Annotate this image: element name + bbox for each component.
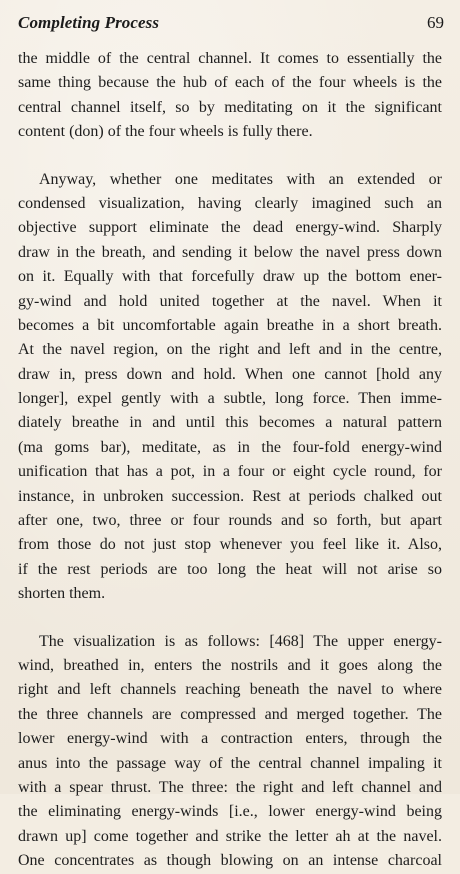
running-title: Completing Process: [18, 13, 160, 32]
text-line: One concentrates as though blowing on an intense charcoal: [18, 852, 442, 870]
body-text: [18, 47, 442, 874]
text-line: the middle of the central channel. It comes to essentially the: [18, 50, 442, 67]
text-line: right and left channels reaching beneath the navel to where: [18, 681, 442, 699]
text-line: same thing because the hub of each of the four wheels is the: [18, 74, 442, 92]
text-line: with a spear thrust. The three: the right and left channel and: [18, 778, 442, 796]
text-line: diately breathe in and until this becomes a natural pattern: [18, 414, 442, 432]
text-line: anus into the passage way of the central channel impaling it: [18, 754, 442, 772]
text-line: draw in, press down and hold. When one cannot [hold any: [18, 365, 442, 383]
paragraph: [18, 630, 442, 874]
text-line: drawn up] come together and strike the letter ah at the navel.: [18, 827, 442, 845]
text-line: if the rest periods are too long the heat will not arise so: [18, 560, 442, 578]
running-head: [18, 13, 444, 39]
paragraph: [18, 168, 442, 607]
text-line: becomes a bit uncomfortable again breathe in a short breath.: [18, 316, 442, 334]
text-line: after one, two, three or four rounds and so forth, but apart: [18, 512, 442, 530]
text-line: from those do not just stop whenever you feel like it. Also,: [18, 536, 442, 554]
text-line: content (don) of the four wheels is fully there.: [18, 123, 313, 141]
text-line: At the navel region, on the right and left and in the centre,: [18, 341, 442, 359]
text-line: wind, breathed in, enters the nostrils and it goes along the: [18, 656, 442, 674]
text-line: (ma goms bar), meditate, as in the four-fold energy-wind: [18, 438, 442, 456]
text-line: unification that has a pot, in a four or eight cycle round, for: [18, 463, 442, 481]
text-line: The visualization is as follows: [468] The upper energy-: [39, 632, 442, 650]
text-line: central channel itself, so by meditating on it the significant: [18, 98, 442, 116]
paragraph: [18, 47, 442, 145]
text-line: the three channels are compressed and merged together. The: [18, 705, 442, 723]
text-line: longer], expel gently with a subtle, long force. Then imme-: [18, 390, 442, 408]
text-line: draw in the breath, and sending it below the navel press down: [18, 243, 442, 261]
text-line: condensed visualization, having clearly imagined such an: [18, 194, 442, 212]
text-line: gy-wind and hold united together at the navel. When it: [18, 292, 442, 310]
text-line: instance, in unbroken succession. Rest at periods chalked out: [18, 487, 442, 505]
text-line: shorten them.: [18, 585, 106, 603]
text-line: lower energy-wind with a contraction enters, through the: [18, 730, 442, 748]
text-line: on it. Equally with that forcefully draw up the bottom ener-: [18, 268, 442, 286]
text-line: objective support eliminate the dead energy-wind. Sharply: [18, 219, 442, 237]
page-number: 69: [427, 13, 444, 32]
text-line: Anyway, whether one meditates with an extended or: [39, 170, 442, 188]
text-line: the eliminating energy-winds [i.e., lower energy-wind being: [18, 803, 442, 821]
